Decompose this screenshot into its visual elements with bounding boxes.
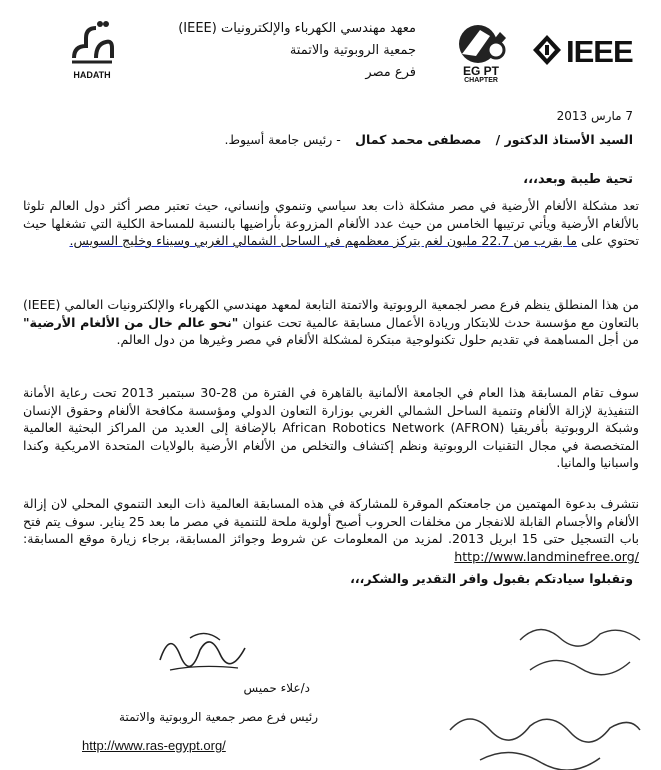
paragraph-competition-details: سوف تقام المسابقة هذا العام في الجامعة الألمانية بالقاهرة في الفترة من 28-30 سبتمبر 2013 تحت رعاية الأمانة التنفيذية لإزالة الألغام وتنمية الساحل الشمالي الغربي بوزارة التعاون الدولي ومؤسسة مكافحة الألغام وحقوق الإنسان وشبكة الروبوتية بأفريقيا African Robotics Network (AFRON) بالإضافة إلى العديد من المراكز البحثية العالمية المتخصصة في مجال التقنيات الروبوتية ونظم إكتشاف والتخلص من الألغام الأرضية بالولايات المتحدة الامريكية وكندا واسبانيا والمانيا. [23,385,639,470]
signatory-name: د/علاء حميس [243,681,310,695]
robot-arm-icon [450,22,512,66]
org-line-ieee: معهد مهندسي الكهرباء والإلكترونيات (IEEE) [178,21,416,36]
paragraph-invitation [23,495,639,565]
organization-header [156,18,416,84]
ieee-logo-text: IEEE [566,34,633,69]
competition-title: "نحو عالم خال من الألغام الأرضية" [23,314,239,330]
recipient-line [33,132,633,147]
paragraph1-underlined: ما يقرب من 22.7 مليون لغم يتركز معظمهم في الساحل الشمالي الغربي وسيناء وخليج السويس. [69,233,577,248]
ieee-logo [532,34,642,68]
ieee-diamond-icon [532,34,562,66]
paragraph4-text: نتشرف بدعوة المهتمين من جامعتكم الموقرة للمشاركة في هذه المسابقة العالمية ذات البعد التنموي المحلي لان إزالة الألغام والأجسام القابلة للانفجار من مخلفات الحروب أصبح أولوية ملحة للتنمية في مصر ما بعد 25 يناير. سوف يتم فتح باب التسجيل حتى 15 ابريل 2013. لمزيد من المعلومات عن شروط وجوائز المسابقة، برجاء زيارة موقع المسابقة: [23,496,639,546]
recipient-prefix: السيد الأستاذ الدكتور / [495,132,633,147]
competition-website-link[interactable]: http://www.landminefree.org/ [454,548,639,564]
paragraph1-text: تعد مشكلة الألغام الأرضية في مصر مشكلة ذات بعد سياسي وتنموي وإنساني، حيث تعتبر مصر أكثر دول العالم تلوثا بالألغام الأرضية ويأتي ترتيبها الخامس من حيث عدد الألغام المزروعة بأراضيها بالنسبة للمساحة الكلية التي تشغلها حيث تحتوي على [23,198,639,248]
ras-logo-main: EG PT [462,64,499,78]
org-line-chapter: فرع مصر [365,65,416,80]
paragraph-competition-intro [23,296,639,349]
handwritten-note-bottom [440,700,650,770]
signature-scribble [150,620,260,680]
ras-egypt-logo [450,22,512,88]
greeting: تحية طيبة وبعد،،، [523,172,633,187]
ras-logo-sub: CHAPTER [464,77,498,84]
paragraph-landmine-problem [23,197,639,250]
recipient-name: مصطفى محمد كمال [355,132,482,147]
paragraph2-text-a: من هذا المنطلق ينظم فرع مصر لجمعية الروبوتية والاتمتة التابعة لمعهد مهندسي الكهرباء والإلكترونيات العالمي (IEEE) بالتعاون مع مؤسسة حدث للابتكار وريادة الأعمال مسابقة عالمية تحت عنوان [23,297,639,330]
recipient-role: - رئيس جامعة أسيوط. [224,132,341,147]
paragraph2-text-b: من أجل المساهمة في تقديم حلول تكنولوجية مبتكرة لمشكلة الألغام في مصر وغيرها من دول العالم. [116,332,639,347]
closing-line: وتقبلوا سيادتكم بقبول وافر التقدير والشكر،،، [350,571,633,586]
organization-website-link[interactable]: http://www.ras-egypt.org/ [82,738,226,753]
signatory-title: رئيس فرع مصر جمعية الروبوتية والاتمتة [119,710,318,724]
hadath-logo-text: HADATH [73,70,111,80]
hadath-emblem-icon [66,18,118,70]
handwritten-note-top [510,610,650,690]
hadath-logo [66,18,118,86]
org-line-society: جمعية الروبوتية والاتمتة [289,43,416,58]
letter-date: 7 مارس 2013 [556,109,633,123]
